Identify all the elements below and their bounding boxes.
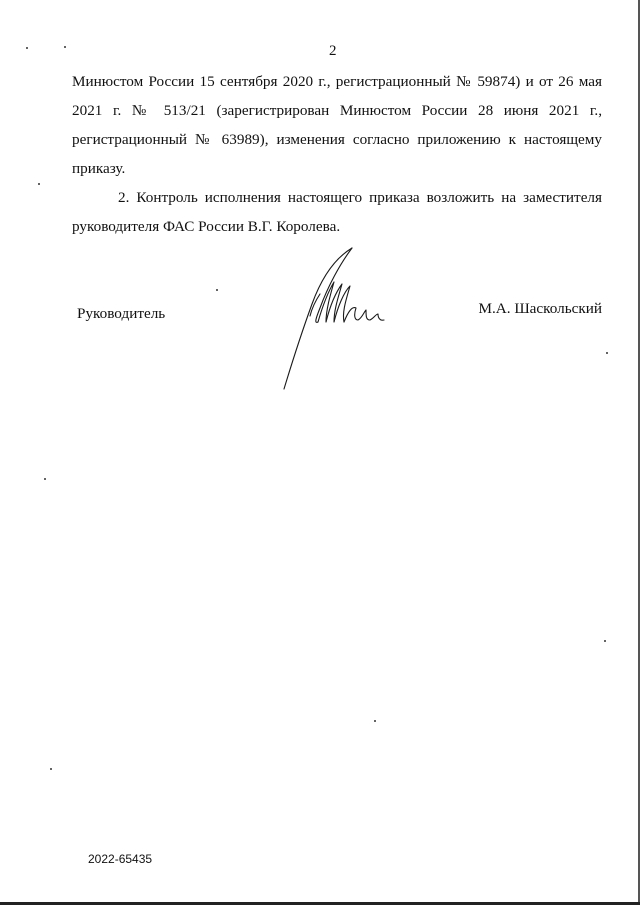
scan-speck xyxy=(50,768,52,770)
scan-speck xyxy=(216,289,218,291)
scan-speck xyxy=(606,352,608,354)
scan-speck xyxy=(64,46,66,48)
scan-speck xyxy=(38,183,40,185)
scan-speck xyxy=(44,478,46,480)
registration-number: 2022-65435 xyxy=(88,852,153,866)
page-number: 2 xyxy=(329,43,337,59)
document-body xyxy=(72,67,602,241)
handwritten-signature xyxy=(280,246,390,391)
paragraph-continuation: Минюстом России 15 сентября 2020 г., регистрационный № 59874) и от 26 мая 2021 г. № 513/21 (зарегистрирован Минюстом России 28 июня 2021 г., регистрационный № 63989), изменения согласно приложению к настоящему приказу. xyxy=(72,73,602,177)
scan-speck xyxy=(604,640,606,642)
scan-speck xyxy=(374,720,376,722)
signatory-name: М.А. Шаскольский xyxy=(478,300,602,317)
signatory-title: Руководитель xyxy=(77,305,166,322)
paragraph-control-clause: 2. Контроль исполнения настоящего приказа возложить на заместителя руководителя ФАС России В.Г. Королева. xyxy=(72,189,602,235)
scan-speck xyxy=(26,47,28,49)
